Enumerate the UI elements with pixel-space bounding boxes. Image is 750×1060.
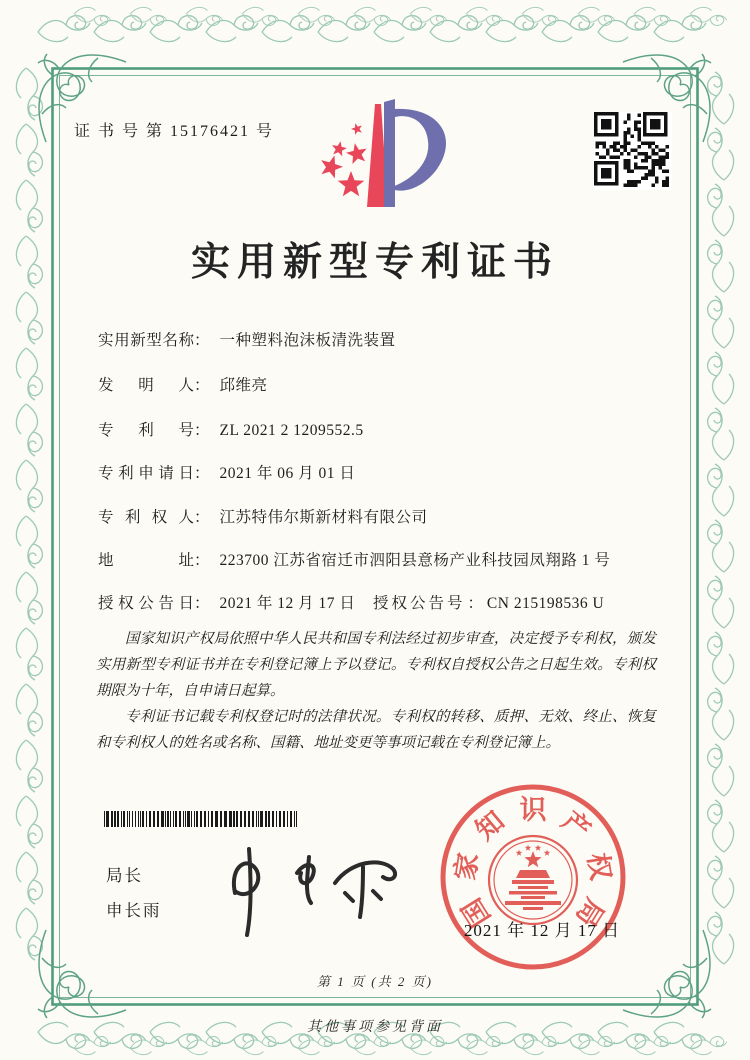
field-label: 实用新型名称 xyxy=(98,332,194,349)
director-block xyxy=(106,858,162,929)
field-value: 2021 年 12 月 17 日 xyxy=(219,595,356,612)
svg-text:知: 知 xyxy=(469,805,510,846)
field-colon: ： xyxy=(194,509,210,526)
logo-p-stem xyxy=(384,99,395,207)
director-signature xyxy=(205,843,405,938)
field-value: 江苏特伟尔斯新材料有限公司 xyxy=(219,509,428,526)
field-colon: ： xyxy=(194,377,210,394)
field-label: 专利号 xyxy=(98,422,194,439)
field-label: 专利申请日 xyxy=(98,465,194,482)
grant-number-pair xyxy=(373,591,604,613)
qr-code xyxy=(594,112,672,190)
certificate-title: 实用新型专利证书 xyxy=(190,241,559,284)
field-colon: ： xyxy=(467,595,484,612)
field-row-filing-date xyxy=(98,461,355,483)
director-name: 申长雨 xyxy=(106,901,162,921)
legal-paragraph-1: 国家知识产权局依照中华人民共和国专利法经过初步审查，决定授予专利权，颁发实用新型专利证书并在专利登记簿上予以登记。专利权自授权公告之日起生效。专利权期限为十年，自申请日起算。 xyxy=(96,631,656,700)
back-note: 其他事项参见背面 xyxy=(307,1020,443,1035)
logo-stars xyxy=(321,123,366,196)
field-colon: ： xyxy=(194,422,210,439)
field-row-grant xyxy=(98,591,658,613)
svg-text:产: 产 xyxy=(556,805,597,846)
certificate-number: 证 书 号 第 15176421 号 xyxy=(74,123,275,140)
field-label: 地址 xyxy=(98,552,194,569)
page-number: 第 1 页 (共 2 页) xyxy=(317,974,433,989)
cnipa-logo xyxy=(291,97,461,215)
svg-text:家: 家 xyxy=(449,850,484,883)
svg-text:识: 识 xyxy=(519,795,547,825)
field-row-name xyxy=(98,328,396,350)
legal-paragraph-2: 专利证书记载专利权登记时的法律状况。专利权的转移、质押、无效、终止、恢复和专利权人的姓名或名称、国籍、地址变更等事项记载在专利登记簿上。 xyxy=(96,709,656,752)
field-label: 发明人 xyxy=(98,377,194,394)
field-value: ZL 2021 2 1209552.5 xyxy=(219,422,364,439)
field-colon: ： xyxy=(194,552,210,569)
field-value: 223700 江苏省宿迁市泗阳县意杨产业科技园凤翔路 1 号 xyxy=(219,552,611,569)
field-value: 邱维亮 xyxy=(219,377,268,394)
seal-national-emblem xyxy=(489,836,577,924)
logo-p-bowl xyxy=(389,109,446,191)
field-row-patentee xyxy=(98,505,428,527)
field-colon: ： xyxy=(194,465,210,482)
svg-text:局: 局 xyxy=(569,893,610,932)
barcode xyxy=(104,810,304,828)
field-label: 专利权人 xyxy=(98,509,194,526)
official-seal xyxy=(436,780,631,975)
field-colon: ： xyxy=(194,332,210,349)
field-label: 授权公告日 xyxy=(98,595,194,612)
svg-text:国: 国 xyxy=(456,893,497,932)
field-value: 一种塑料泡沫板清洗装置 xyxy=(219,332,396,349)
field-value: 2021 年 06 月 01 日 xyxy=(219,465,356,482)
svg-text:权: 权 xyxy=(582,850,617,883)
field-row-inventor xyxy=(98,373,268,395)
field-colon: ： xyxy=(194,595,210,612)
field-row-address xyxy=(98,548,610,570)
issue-date: 2021 年 12 月 17 日 xyxy=(463,921,621,940)
grant-number-value: CN 215198536 U xyxy=(486,595,605,612)
grant-number-label: 授权公告号 xyxy=(373,595,466,612)
legal-text xyxy=(96,626,656,756)
field-row-patent-no xyxy=(98,418,364,440)
director-title: 局长 xyxy=(106,866,143,885)
